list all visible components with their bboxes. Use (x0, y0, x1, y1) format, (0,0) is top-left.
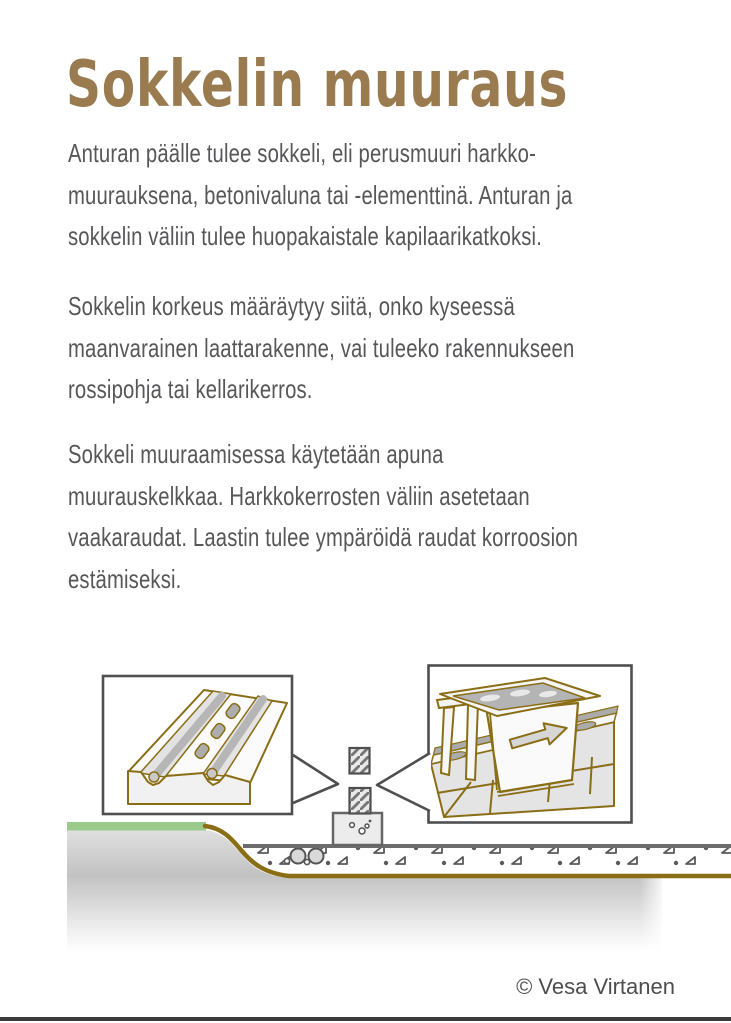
paragraph-line: rossipohja tai kellarikerros. (68, 374, 313, 404)
paragraph-2 (68, 286, 574, 411)
masonry-sled-callout (377, 666, 632, 823)
wall-cross-section-blocks (350, 748, 371, 814)
callout-pointer (377, 752, 431, 812)
copyright-notice: © Vesa Virtanen (516, 974, 675, 999)
paragraph-line: muurauskelkkaa. Harkkokerrosten väliin asetetaan (68, 480, 530, 511)
block-detail-callout (103, 676, 338, 814)
paragraph-line: sokkelin väliin tulee huopakaistale kapilaarikatkoksi. (68, 221, 542, 251)
gravel-layer (205, 826, 731, 876)
paragraph-line: maanvarainen laattarakenne, vai tuleeko rakennukseen (68, 332, 575, 363)
grass-strip (67, 822, 206, 831)
sled-body (487, 703, 578, 792)
soil-right-fade (640, 877, 666, 951)
paragraph-line: Sokkeli muuraamisessa käytetään apuna (68, 439, 444, 469)
paragraph-line: Sokkelin korkeus määräytyy siitä, onko kyseessä (68, 291, 515, 321)
page-title: Sokkelin muuraus (66, 48, 569, 122)
paragraph-1 (68, 133, 572, 258)
paragraph-line: vaakaraudat. Laastin tulee ympäröidä raudat korroosion (68, 522, 579, 552)
foundation-figure (0, 640, 731, 970)
paragraph-3 (68, 434, 578, 600)
paragraph-line: muurauksena, betonivaluna tai -elementtinä. Anturan ja (68, 179, 573, 210)
masonry-sled-drawing (431, 678, 618, 817)
bottom-edge-bar (0, 1017, 731, 1021)
paragraph-line: estämiseksi. (68, 563, 182, 594)
paragraph-line: Anturan päälle tulee sokkeli, eli perusmuuri harkko- (68, 138, 537, 168)
footing-block (333, 813, 382, 845)
